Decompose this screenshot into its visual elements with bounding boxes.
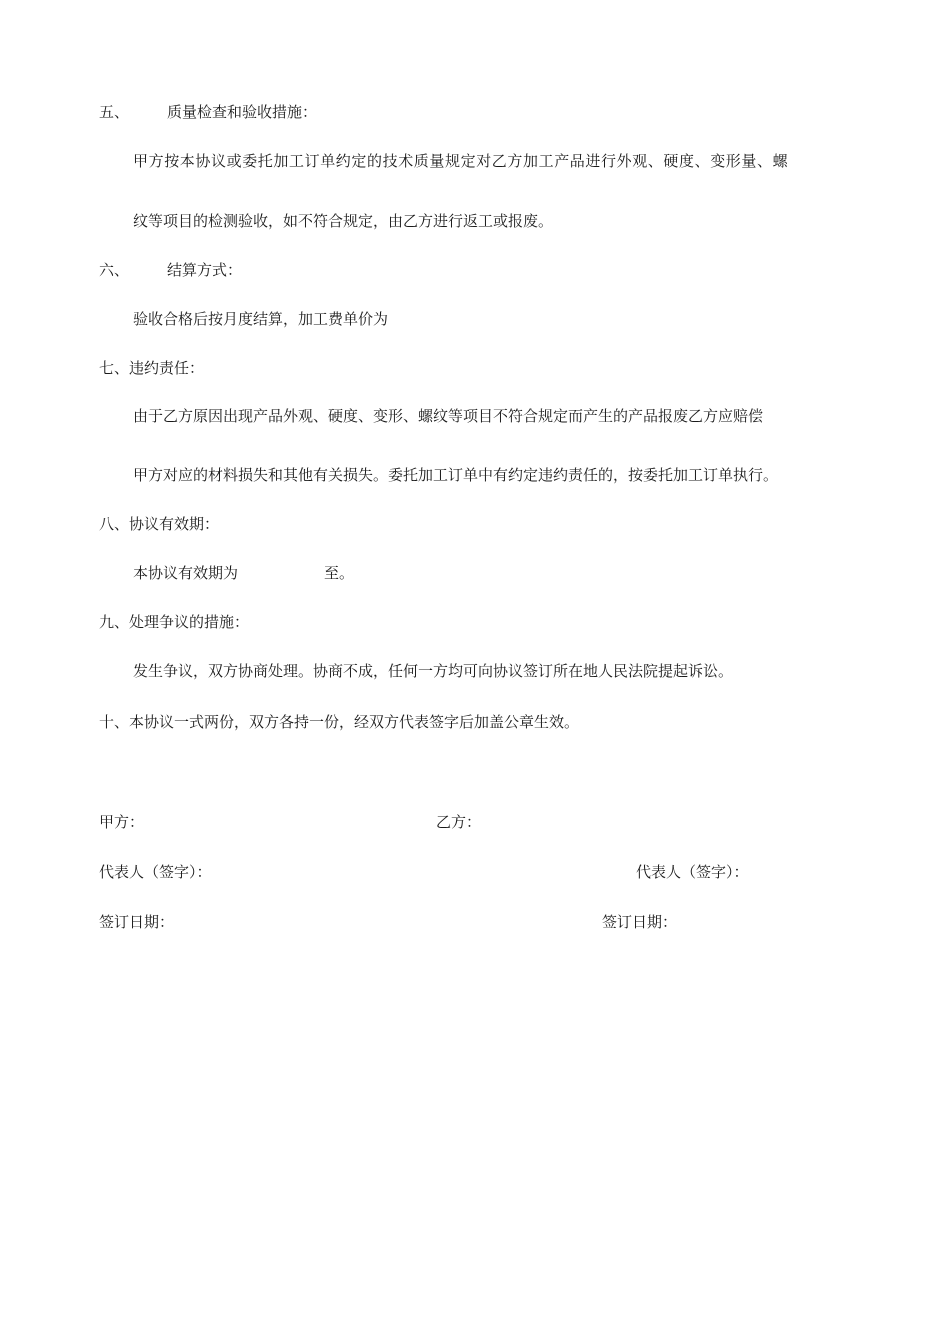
section-8-heading: 八、协议有效期： <box>99 515 220 533</box>
party-a-sign-date: 签订日期： <box>99 913 175 931</box>
section-5-heading <box>99 102 317 122</box>
section-6-number: 六、 <box>99 261 130 279</box>
party-b-label: 乙方： <box>436 813 482 831</box>
section-9-body: 发生争议，双方协商处理。协商不成，任何一方均可向协议签订所在地人民法院提起诉讼。 <box>133 662 734 680</box>
section-5-number: 五、 <box>99 103 130 121</box>
section-5-body-line-1: 甲方按本协议或委托加工订单约定的技术质量规定对乙方加工产品进行外观、硬度、变形量、螺 <box>133 152 789 170</box>
party-a-representative: 代表人（签字）： <box>99 863 212 881</box>
section-8-body <box>133 563 354 583</box>
party-b-representative: 代表人（签字）： <box>636 863 749 881</box>
section-6-body: 验收合格后按月度结算，加工费单价为 <box>133 310 389 328</box>
section-6-heading <box>99 260 242 280</box>
party-a-label: 甲方： <box>99 813 145 831</box>
validity-to: 至。 <box>324 564 355 582</box>
section-7-body-line-1: 由于乙方原因出现产品外观、硬度、变形、螺纹等项目不符合规定而产生的产品报废乙方应赔偿 <box>133 407 764 425</box>
section-7-body-line-2: 甲方对应的材料损失和其他有关损失。委托加工订单中有约定违约责任的，按委托加工订单执行。 <box>133 466 779 484</box>
section-5-body-line-2: 纹等项目的检测验收，如不符合规定，由乙方进行返工或报废。 <box>133 212 554 230</box>
validity-period-label: 本协议有效期为 <box>133 564 239 582</box>
party-b-sign-date: 签订日期： <box>602 913 678 931</box>
section-5-title: 质量检查和验收措施： <box>167 103 318 121</box>
section-9-heading: 九、处理争议的措施： <box>99 613 250 631</box>
section-10-heading: 十、本协议一式两份，双方各持一份，经双方代表签字后加盖公章生效。 <box>99 713 580 731</box>
section-6-title: 结算方式： <box>167 261 243 279</box>
section-7-heading: 七、违约责任： <box>99 359 205 377</box>
